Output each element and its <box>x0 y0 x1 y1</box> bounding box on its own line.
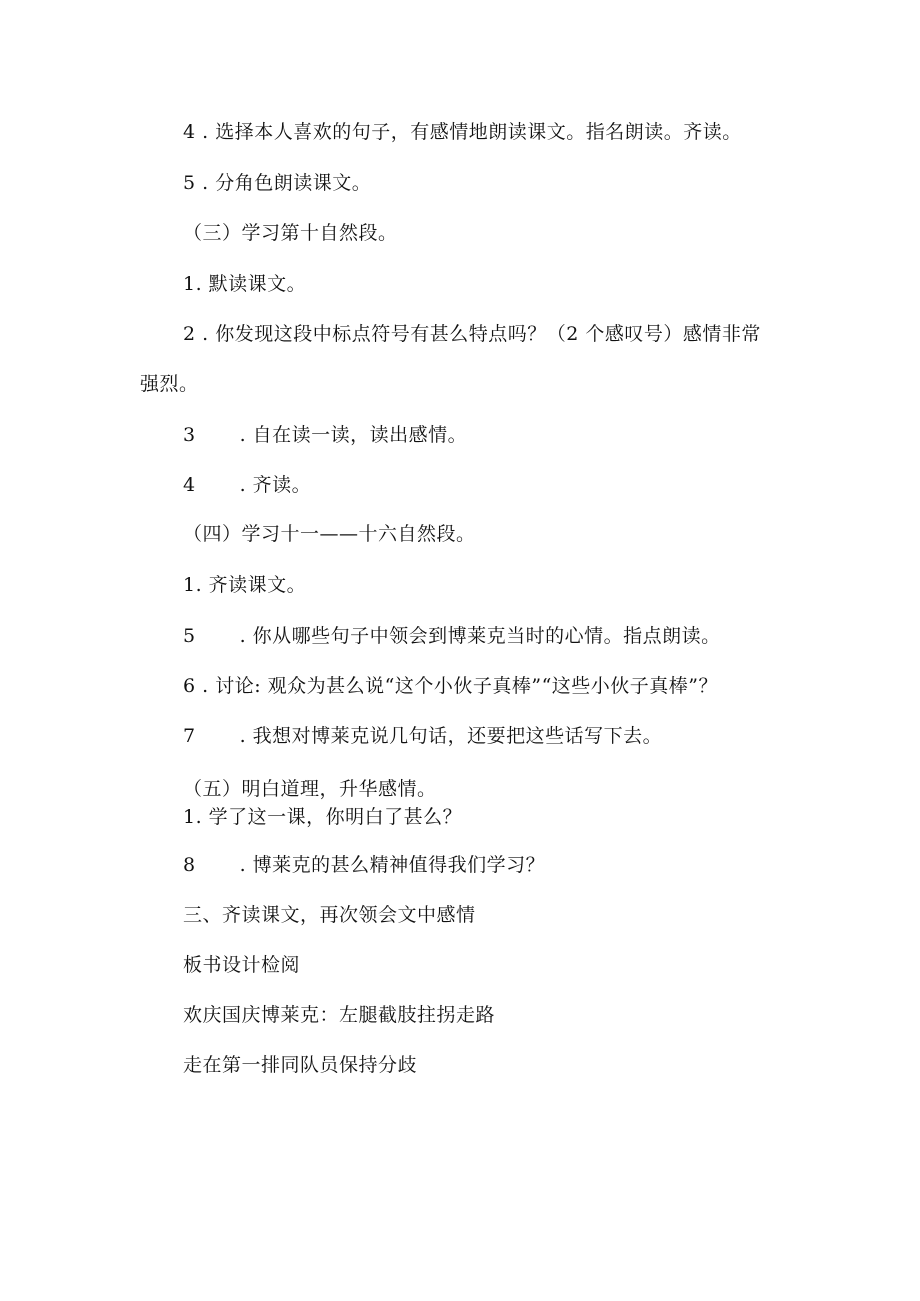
section-4-step-5 <box>183 624 721 648</box>
step-number: 7 <box>183 725 196 747</box>
step-number: 8 <box>183 854 196 876</box>
board-design-line-2: 走在第一排同队员保持分歧 <box>183 1054 418 1076</box>
section-5-step-1: 1. 学了这一课，你明白了甚么？ <box>183 806 463 828</box>
section-3-heading: （三）学习第十自然段。 <box>183 222 398 244</box>
section-3-step-1: 1. 默读课文。 <box>183 273 307 295</box>
section-4-step-7 <box>183 724 662 748</box>
step-5-role-reading: 5 . 分角色朗读课文。 <box>183 172 372 194</box>
section-4-step-1: 1. 齐读课文。 <box>183 574 307 596</box>
section-3-step-2-continued: 强烈。 <box>140 373 199 395</box>
step-4-read-favorite: 4 . 选择本人喜欢的句子，有感情地朗读课文。指名朗读。齐读。 <box>183 121 742 143</box>
section-5-heading: （五）明白道理，升华感情。 <box>183 778 437 800</box>
step-number: 5 <box>183 625 196 647</box>
section-4-heading: （四）学习十一——十六自然段。 <box>183 523 476 545</box>
board-design-line-1: 欢庆国庆博莱克：左腿截肢拄拐走路 <box>183 1004 496 1026</box>
step-text: . 自在读一读，读出感情。 <box>239 424 468 446</box>
step-number: 4 <box>183 474 196 496</box>
step-text: . 我想对博莱克说几句话，还要把这些话写下去。 <box>239 725 663 747</box>
section-5-step-8 <box>183 853 545 877</box>
step-number: 3 <box>183 424 196 446</box>
section-3-step-2: 2 . 你发现这段中标点符号有甚么特点吗？（2 个感叹号）感情非常 <box>183 323 761 345</box>
step-text: . 博莱克的甚么精神值得我们学习？ <box>239 854 546 876</box>
section-3-step-4 <box>183 473 311 497</box>
section-4-step-6: 6 . 讨论: 观众为甚么说“这个小伙子真棒”“这些小伙子真棒”？ <box>183 675 719 697</box>
section-3-step-3 <box>183 423 467 447</box>
part-3-heading: 三、齐读课文，再次领会文中感情 <box>183 904 476 926</box>
step-text: . 齐读。 <box>239 474 312 496</box>
board-design-title: 板书设计检阅 <box>183 954 301 976</box>
step-text: . 你从哪些句子中领会到博莱克当时的心情。指点朗读。 <box>239 625 721 647</box>
